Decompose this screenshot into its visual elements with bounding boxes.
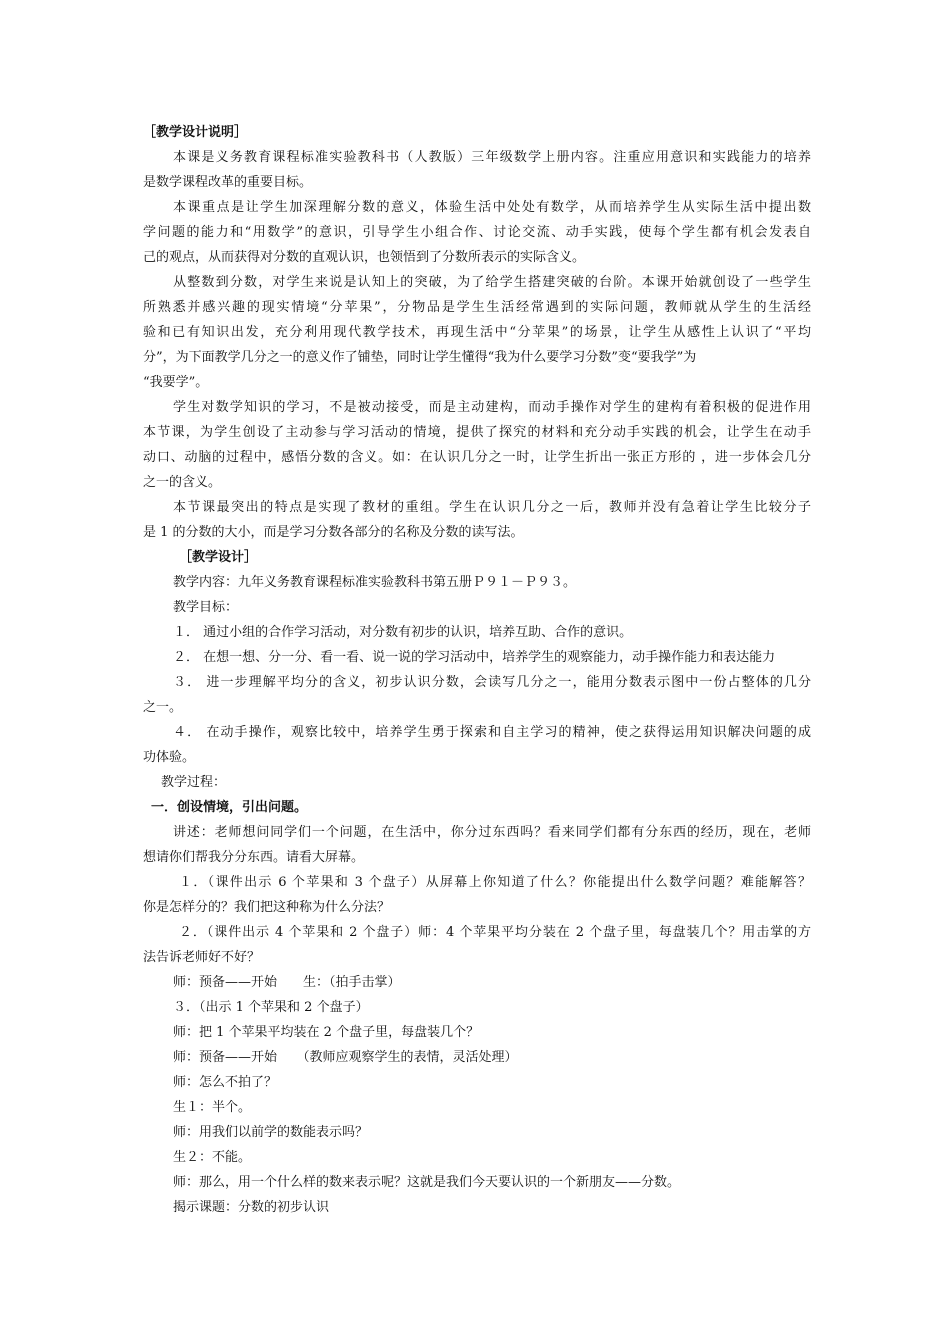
dialogue-line: 师：把 1 个苹果平均装在 2 个盘子里，每盘装几个？: [173, 1025, 480, 1040]
list-item-continued: 法告诉老师好不好？: [143, 950, 261, 965]
dialogue-line: 师：预备——开始 （教师应观察学生的表情，灵活处理）: [173, 1050, 518, 1065]
paragraph-line: 分”，为下面教学几分之一的意义作了铺垫，同时让学生懂得“我为什么要学习分数”变“要我学”为: [143, 350, 697, 365]
dialogue-line: 生２：不能。: [173, 1150, 252, 1165]
paragraph-line: 从整数到分数，对学生来说是认知上的突破，为了给学生搭建突破的台阶。本课开始就创设了一些学生: [173, 275, 811, 290]
paragraph-line: 己的观点，从而获得对分数的直观认识，也领悟到了分数所表示的实际含义。: [143, 250, 586, 265]
paragraph-line: 所熟悉并感兴趣的现实情境“分苹果”，分物品是学生生活经常遇到的实际问题，教师就从学生的生活经: [143, 300, 811, 315]
paragraph-line: 之一的含义。: [143, 475, 222, 490]
goal-item: ２． 在想一想、分一分、看一看、说一说的学习活动中，培养学生的观察能力，动手操作能力和表达能力: [173, 650, 776, 665]
section-heading-design-notes: ［教学设计说明］: [143, 125, 248, 140]
goal-item: ３． 进一步理解平均分的含义，初步认识分数，会读写几分之一，能用分数表示图中一份占整体的几分: [173, 675, 811, 690]
paragraph-line: 是数学课程改革的重要目标。: [143, 175, 313, 190]
dialogue-line: 师：预备——开始 生：（拍手击掌）: [173, 975, 401, 990]
goals-label: 教学目标：: [173, 600, 239, 615]
goal-item: ４． 在动手操作，观察比较中，培养学生勇于探索和自主学习的精神，使之获得运用知识解决问题的成: [173, 725, 811, 740]
paragraph-line: 本课重点是让学生加深理解分数的意义，体验生活中处处有数学，从而培养学生从实际生活中提出数: [173, 200, 811, 215]
topic-reveal: 揭示课题：分数的初步认识: [173, 1200, 330, 1215]
paragraph-line: 讲述：老师想问同学们一个问题，在生活中，你分过东西吗？看来同学们都有分东西的经历，现在，老师: [173, 825, 811, 840]
paragraph-line: 学问题的能力和“用数学”的意识，引导学生小组合作、讨论交流、动手实践，使每个学生都有机会发表自: [143, 225, 811, 240]
paragraph-line: 本课是义务教育课程标准实验教科书（人教版）三年级数学上册内容。注重应用意识和实践能力的培养: [173, 150, 811, 165]
process-label: 教学过程：: [161, 775, 227, 790]
goal-item-continued: 功体验。: [143, 750, 196, 765]
list-item: ２．（课件出示 4 个苹果和 2 个盘子）师：4 个苹果平均分装在 2 个盘子里，每盘装几个？用击掌的方: [179, 925, 811, 940]
goal-item-continued: 之一。: [143, 700, 183, 715]
list-item-continued: 你是怎样分的？我们把这种称为什么分法？: [143, 900, 391, 915]
paragraph-line: 动口、动脑的过程中，感悟分数的含义。如：在认识几分之一时，让学生折出一张正方形的 ，进一步体会几分: [143, 450, 811, 465]
dialogue-line: 师：怎么不拍了？: [173, 1075, 278, 1090]
step-heading: 一．创设情境，引出问题。: [151, 800, 308, 815]
goal-item: １． 通过小组的合作学习活动，对分数有初步的认识，培养互助、合作的意识。: [173, 625, 633, 640]
paragraph-line: 本节课，为学生创设了主动参与学习活动的情境，提供了探究的材料和充分动手实践的机会，让学生在动手: [143, 425, 811, 440]
dialogue-line: 师：用我们以前学的数能表示吗？: [173, 1125, 369, 1140]
paragraph-line: 本节课最突出的特点是实现了教材的重组。学生在认识几分之一后，教师并没有急着让学生比较分子: [173, 500, 811, 515]
paragraph-line: “我要学”。: [143, 375, 209, 390]
paragraph-line: 想请你们帮我分分东西。请看大屏幕。: [143, 850, 365, 865]
paragraph-line: 验和已有知识出发，充分利用现代教学技术，再现生活中“分苹果”的场景，让学生从感性上认识了“平均: [143, 325, 811, 340]
dialogue-line: 生１：半个。: [173, 1100, 252, 1115]
document-page: [143, 120, 811, 1220]
paragraph-line: 学生对数学知识的学习，不是被动接受，而是主动建构，而动手操作对学生的建构有着积极的促进作用: [173, 400, 811, 415]
section-heading-teaching-design: ［教学设计］: [179, 550, 258, 565]
teaching-content: 教学内容：九年义务教育课程标准实验教科书第五册Ｐ９１－Ｐ９３。: [173, 575, 577, 590]
paragraph-line: 是 1 的分数的大小，而是学习分数各部分的名称及分数的读写法。: [143, 525, 524, 540]
list-item: ３．（出示 1 个苹果和 2 个盘子）: [173, 1000, 369, 1015]
list-item: １．（课件出示 6 个苹果和 3 个盘子）从屏幕上你知道了什么？你能提出什么数学问题？难能解答？: [179, 875, 811, 890]
dialogue-line: 师：那么，用一个什么样的数来表示呢？这就是我们今天要认识的一个新朋友——分数。: [173, 1175, 681, 1190]
